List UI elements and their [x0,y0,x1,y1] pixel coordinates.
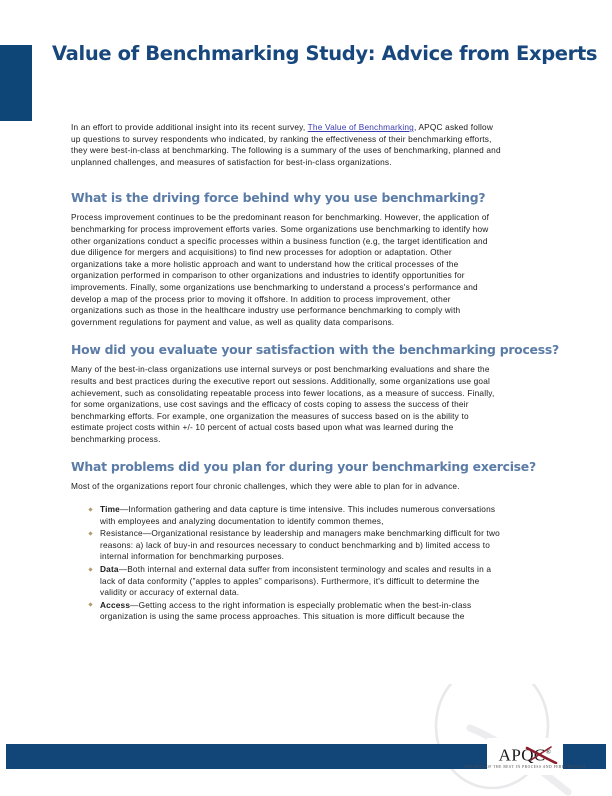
intro-text-after-link: , APQC asked follow up questions to survey respondents who indicated, by ranking the effectiveness of their benchmarking efforts, they were best-in-class at benchmarking. The following is a summary of the uses of benchmarking, planned and unplanned challenges, and measures of satisfaction for best-in-class organizations. [71,122,501,167]
registered-mark-icon: ® [545,747,552,756]
challenge-term: Access [100,599,131,610]
section-heading-problems: What problems did you plan for during your benchmarking exercise? [71,459,536,475]
apqc-tagline: THE BEST OF THE BEST IN PROCESS AND PERFORMANCE [463,765,587,770]
challenge-text: —Organizational resistance by leadership and managers make benchmarking difficult for two reasons: a) lack of buy-in and resources necessary to conduct benchmarking and b) limited access to internal information for benchmarking purposes. [100,528,500,562]
challenge-term: Time [100,504,120,515]
intro-text-before-link: In an effort to provide additional insight into its recent survey, [71,122,308,132]
list-item [71,528,503,563]
list-item [71,600,503,623]
diamond-bullet-icon [88,567,92,571]
apqc-logo [463,738,587,775]
list-item [71,564,503,599]
value-of-benchmarking-link[interactable]: The Value of Benchmarking [307,122,414,132]
diamond-bullet-icon [88,507,92,511]
section-heading-driving-force: What is the driving force behind why you use benchmarking? [71,190,486,206]
challenge-text: —Information gathering and data capture is time intensive. This includes numerous conversations with employees and analyzing documentation to identify common themes, [100,504,496,526]
section-heading-satisfaction: How did you evaluate your satisfaction with the benchmarking process? [71,342,559,358]
section-body-driving-force: Process improvement continues to be the predominant reason for benchmarking. However, the application of benchmarking for process improvement efforts varies. Some organizations use benchmarking to identify how other organizations conduct a specific processes within a business function (e.g, the target identification and due diligence for mergers and acquisitions) to find new processes for adoption or adaptation. Other organizations take a more holistic approach and want to understand how the critical processes of the organization performed in comparison to other organizations and industries to identify opportunities for improvements. Finally, some organizations use benchmarking to understand a process's performance and develop a map of the process prior to moving it offshore. In addition to process improvement, other organizations such as those in the healthcare industry use performance benchmarking to comply with government regulations for payment and value, as well as quality data comparisons. [71,212,490,327]
challenge-list [71,504,503,623]
list-item [71,504,503,527]
challenge-term: Data [100,564,119,575]
challenge-text: —Both internal and external data suffer from inconsistent terminology and scales and results in a lack of data conformity (”apples to apples” comparisons). Furthermore, it's difficult to determine the validity or accuracy of external data. [100,564,492,598]
apqc-wordmark [499,743,552,765]
apqc-wordmark-text: APQC [498,745,546,765]
intro-paragraph [71,122,503,168]
diamond-bullet-icon [88,531,92,535]
document-header [0,0,612,122]
document-footer [0,700,612,792]
page-title: Value of Benchmarking Study: Advice from Experts [52,42,598,65]
section-body-problems: Most of the organizations report four chronic challenges, which they were able to plan for in advance. [71,481,460,492]
challenge-text: —Getting access to the right information is especially problematic when the best-in-class organization is using the same process approaches. This situation is more difficult because the [100,599,472,622]
document-body [71,122,559,624]
header-accent-bar [0,45,32,121]
diamond-bullet-icon [88,603,92,607]
challenge-term: Resistance [100,528,143,539]
section-body-satisfaction: Many of the best-in-class organizations use internal surveys or post benchmarking evaluations and share the results and best practices during the executive report out sessions. Additionally, some organizations use goal achievement, such as consolidating repeatable process into fewer locations, as a measure of success. Finally, for some organizations, use cost savings and the efficacy of costs coping to assess the success of their benchmarking efforts. For example, one organization the measures of success based on is the ability to estimate project costs within +/- 10 percent of actual costs based upon what was learned during the benchmarking process. [71,364,495,444]
